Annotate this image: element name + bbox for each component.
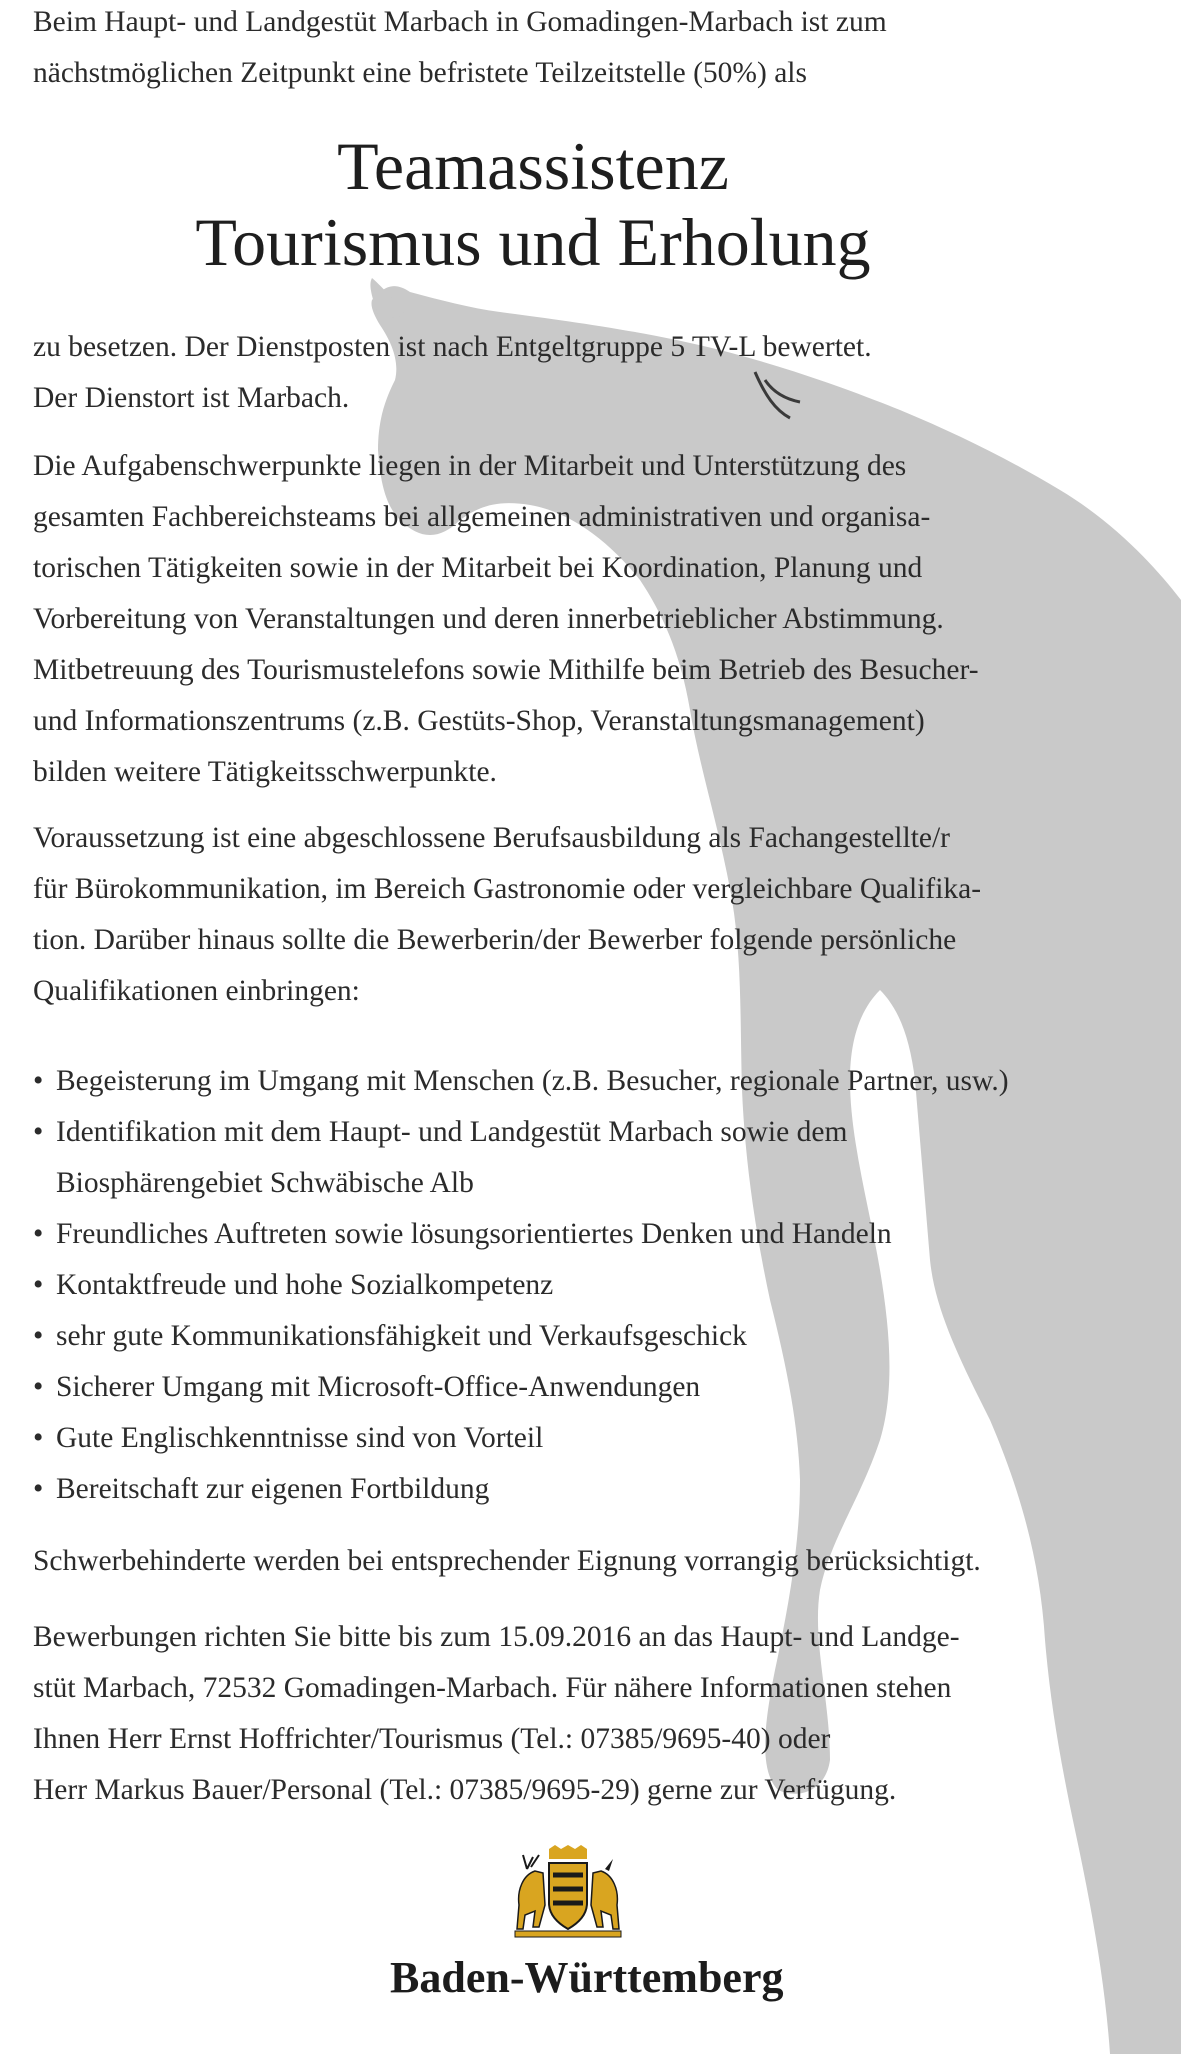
paragraph-line: und Informationszentrums (z.B. Gestüts-Shop, Veranstaltungsmanagement) — [33, 705, 925, 737]
paragraph-line: Die Aufgabenschwerpunkte liegen in der Mitarbeit und Unterstützung des — [33, 450, 907, 482]
paragraph-line: Ihnen Herr Ernst Hoffrichter/Tourismus (Tel.: 07385/9695-40) oder — [33, 1723, 831, 1755]
list-item-text: Identifikation mit dem Haupt- und Landgestüt Marbach sowie dem — [56, 1116, 848, 1148]
paragraph-line: Herr Markus Bauer/Personal (Tel.: 07385/9695-29) gerne zur Verfügung. — [33, 1774, 897, 1806]
list-item-text: Sicherer Umgang mit Microsoft-Office-Anwendungen — [56, 1371, 701, 1403]
bullet: • — [33, 1116, 44, 1148]
intro-line: nächstmöglichen Zeitpunkt eine befristete Teilzeitstelle (50%) als — [33, 57, 807, 89]
list-item-text: Kontaktfreude und hohe Sozialkompetenz — [56, 1269, 554, 1301]
paragraph-line: torischen Tätigkeiten sowie in der Mitarbeit bei Koordination, Planung und — [33, 552, 923, 584]
list-item — [33, 1464, 1009, 1515]
paragraph-line: bilden weitere Tätigkeitsschwerpunkte. — [33, 756, 497, 788]
tasks-paragraph — [33, 441, 979, 798]
paragraph-line: für Bürokommunikation, im Bereich Gastronomie oder vergleichbare Qualifika- — [33, 873, 982, 905]
job-title-line: Tourismus und Erholung — [195, 204, 871, 280]
list-item — [33, 1362, 1009, 1413]
list-item — [33, 1056, 1009, 1107]
bullet: • — [33, 1422, 44, 1454]
requirements-paragraph — [33, 813, 981, 1017]
paragraph-line: Voraussetzung ist eine abgeschlossene Berufsausbildung als Fachangestellte/r — [33, 822, 951, 854]
coat-of-arms-icon — [513, 1845, 623, 1940]
bullet: • — [33, 1065, 44, 1097]
position-info-paragraph — [33, 322, 872, 424]
bullet: • — [33, 1269, 44, 1301]
paragraph-line: Qualifikationen einbringen: — [33, 975, 360, 1007]
paragraph-line: stüt Marbach, 72532 Gomadingen-Marbach. Für nähere Informationen stehen — [33, 1672, 952, 1704]
list-item-text: Begeisterung im Umgang mit Menschen (z.B. Besucher, regionale Partner, usw.) — [56, 1065, 1009, 1097]
list-item — [33, 1311, 1009, 1362]
paragraph-line: gesamten Fachbereichsteams bei allgemeinen administrativen und organisa- — [33, 501, 931, 533]
intro-text — [33, 0, 887, 99]
list-item-text-continued: Biosphärengebiet Schwäbische Alb — [56, 1167, 474, 1199]
list-item — [33, 1260, 1009, 1311]
list-item-text: sehr gute Kommunikationsfähigkeit und Verkaufsgeschick — [56, 1320, 747, 1352]
paragraph-line: Mitbetreuung des Tourismustelefons sowie Mithilfe beim Betrieb des Besucher- — [33, 654, 979, 686]
application-info-paragraph — [33, 1612, 960, 1816]
disability-notice — [33, 1536, 981, 1587]
paragraph-line: Bewerbungen richten Sie bitte bis zum 15.09.2016 an das Haupt- und Landge- — [33, 1621, 960, 1653]
state-name-wordmark: Baden-Württemberg — [390, 1953, 784, 2002]
list-item-text: Bereitschaft zur eigenen Fortbildung — [56, 1473, 490, 1505]
bullet: • — [33, 1218, 44, 1250]
bullet: • — [33, 1473, 44, 1505]
list-item — [33, 1107, 1009, 1209]
job-title-line: Teamassistenz — [337, 128, 729, 204]
list-item — [33, 1413, 1009, 1464]
paragraph-line: Der Dienstort ist Marbach. — [33, 382, 350, 414]
list-item-text: Gute Englischkenntnisse sind von Vorteil — [56, 1422, 544, 1454]
paragraph-line: Vorbereitung von Veranstaltungen und deren innerbetrieblicher Abstimmung. — [33, 603, 944, 635]
paragraph-line: zu besetzen. Der Dienstposten ist nach Entgeltgruppe 5 TV-L bewertet. — [33, 331, 872, 363]
bullet: • — [33, 1320, 44, 1352]
paragraph-line: Schwerbehinderte werden bei entsprechender Eignung vorrangig berücksichtigt. — [33, 1545, 981, 1577]
list-item — [33, 1209, 1009, 1260]
job-title — [33, 128, 1163, 280]
paragraph-line: tion. Darüber hinaus sollte die Bewerberin/der Bewerber folgende persönliche — [33, 924, 957, 956]
bullet: • — [33, 1371, 44, 1403]
requirements-list — [33, 1056, 1009, 1515]
list-item-text: Freundliches Auftreten sowie lösungsorientiertes Denken und Handeln — [56, 1218, 892, 1250]
intro-line: Beim Haupt- und Landgestüt Marbach in Gomadingen-Marbach ist zum — [33, 6, 887, 38]
